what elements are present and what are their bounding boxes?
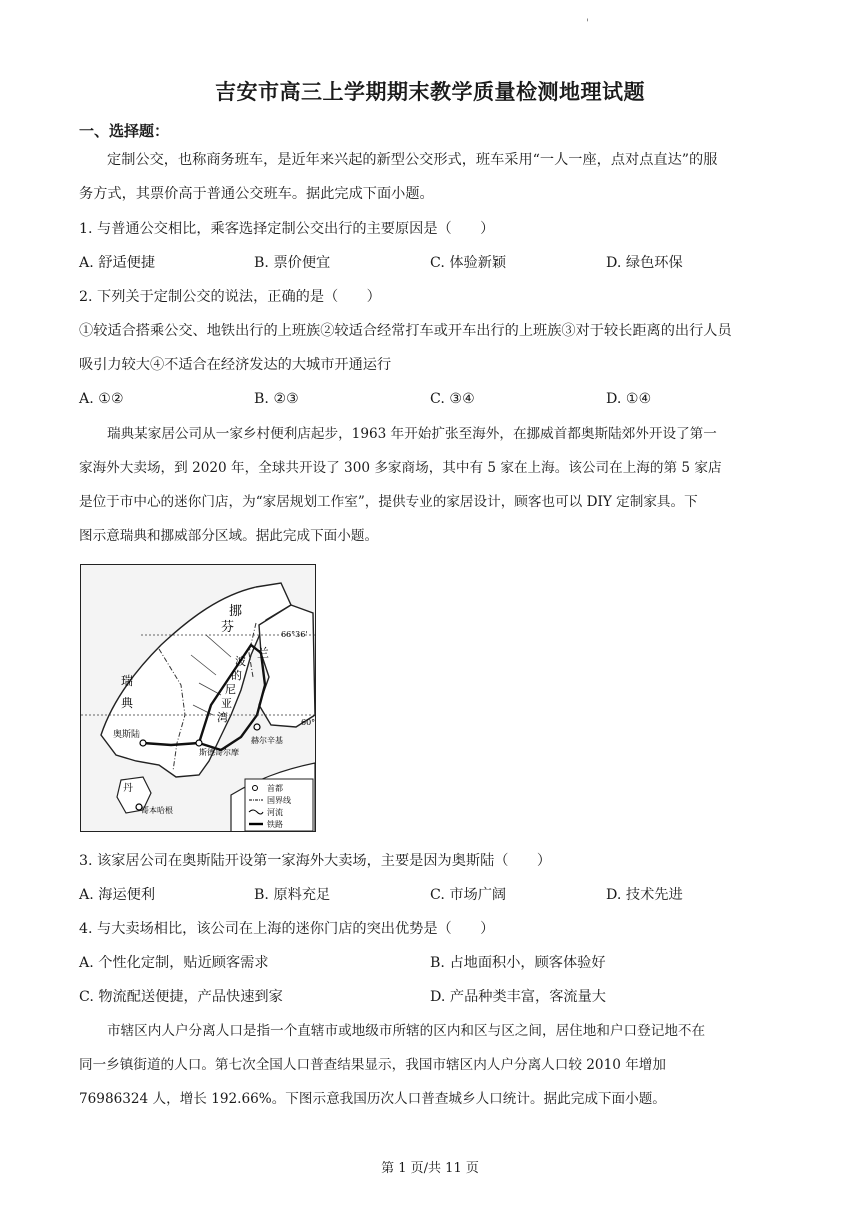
label-lat-66: 66°36' [281,630,308,639]
label-oslo: 奥斯陆 [113,730,141,740]
question-2-option-a[interactable]: A. ①② [79,391,124,407]
legend-river: 河流 [267,808,283,817]
passage-2-line-3: 是位于市中心的迷你门店，为“家居规划工作室”，提供专业的家居设计，顾客也可以 DIY 定制家具。下 [79,494,698,510]
scandinavia-map [80,564,316,832]
question-1-stem: 1. 与普通公交相比，乘客选择定制公交出行的主要原因是（ ） [79,221,495,237]
question-2-statement-line-1: ①较适合搭乘公交、地铁出行的上班族②较适合经常打车或开车出行的上班族③对于较长距离的出行人员 [79,323,732,339]
passage-1-line-2: 务方式，其票价高于普通公交班车。据此完成下面小题。 [79,186,434,202]
question-2-stem: 2. 下列关于定制公交的说法，正确的是（ ） [79,289,381,305]
label-denmark: 丹 [123,783,133,794]
question-3-stem: 3. 该家居公司在奥斯陆开设第一家海外大卖场，主要是因为奥斯陆（ ） [79,853,552,869]
legend-border: 国界线 [267,796,291,805]
label-copenhagen: 哥本哈根 [141,806,173,815]
passage-3-line-3: 76986324 人，增长 192.66%。下图示意我国历次人口普查城乡人口统计。据此完成下面小题。 [79,1091,666,1107]
passage-2-line-2: 家海外大卖场，到 2020 年，全球共开设了 300 多家商场，其中有 5 家在上海。该公司在上海的第 5 家店 [79,460,722,476]
label-bay-3: 尼 [225,683,236,696]
question-1-option-d[interactable]: D. 绿色环保 [606,255,683,271]
label-bay-4: 亚 [221,697,232,710]
label-bay-2: 的 [231,669,242,682]
map-drawing [81,565,316,832]
label-sweden-1: 瑞 [121,674,134,688]
oslo-capital-marker [140,740,146,746]
label-stockholm: 斯德哥尔摩 [199,748,239,757]
passage-2-line-4: 图示意瑞典和挪威部分区域。据此完成下面小题。 [79,528,379,544]
question-1-option-a[interactable]: A. 舒适便捷 [79,255,156,271]
question-3-option-b[interactable]: B. 原料充足 [254,887,331,903]
label-norway: 挪 [229,604,243,619]
passage-3-line-1: 市辖区内人户分离人口是指一个直辖市或地级市所辖的区内和区与区之间，居住地和户口登记地不在 [107,1023,706,1039]
question-3-option-c[interactable]: C. 市场广阔 [430,887,507,903]
page-footer: 第 1 页/共 11 页 [381,1161,479,1176]
legend-capital: 首都 [267,784,283,793]
question-1-option-b[interactable]: B. 票价便宜 [254,255,331,271]
label-helsinki: 赫尔辛基 [251,736,283,745]
question-4-option-b[interactable]: B. 占地面积小，顾客体验好 [430,955,606,971]
stockholm-capital-marker [196,740,202,746]
passage-2-line-1: 瑞典某家居公司从一家乡村便利店起步，1963 年开始扩张至海外，在挪威首都奥斯陆郊外开设了第一 [107,426,717,442]
label-finland: 芬 [221,620,235,635]
question-4-option-a[interactable]: A. 个性化定制，贴近顾客需求 [79,955,269,971]
question-4-option-c[interactable]: C. 物流配送便捷，产品快速到家 [79,989,283,1005]
question-1-option-c[interactable]: C. 体验新颖 [430,255,507,271]
label-bay-1: 波 [235,655,246,668]
legend-railway: 铁路 [267,820,283,829]
passage-3-line-2: 同一乡镇街道的人口。第七次全国人口普查结果显示，我国市辖区内人户分离人口较 2010 年增加 [79,1057,666,1073]
helsinki-capital-marker [254,724,260,730]
question-2-statement-line-2: 吸引力较大④不适合在经济发达的大城市开通运行 [79,357,392,373]
scan-mark: ' [586,18,589,29]
finland-landmass [259,605,315,727]
legend-capital-symbol [253,786,258,791]
label-lat-60: 60° [301,718,316,727]
question-2-option-c[interactable]: C. ③④ [430,391,475,407]
question-3-option-a[interactable]: A. 海运便利 [79,887,156,903]
question-2-option-d[interactable]: D. ①④ [606,391,652,407]
label-lan: 兰 [257,646,270,660]
question-3-option-d[interactable]: D. 技术先进 [606,887,683,903]
question-2-option-b[interactable]: B. ②③ [254,391,299,407]
label-bay-5: 湾 [217,711,228,724]
passage-1-line-1: 定制公交，也称商务班车，是近年来兴起的新型公交形式，班车采用“一人一座，点对点直达”的服 [107,152,718,168]
question-4-option-d[interactable]: D. 产品种类丰富，客流量大 [430,989,606,1005]
section-heading: 一、选择题： [79,122,170,140]
page-title: 吉安市高三上学期期末教学质量检测地理试题 [215,79,645,104]
label-sweden-2: 典 [121,696,134,710]
question-4-stem: 4. 与大卖场相比，该公司在上海的迷你门店的突出优势是（ ） [79,921,495,937]
